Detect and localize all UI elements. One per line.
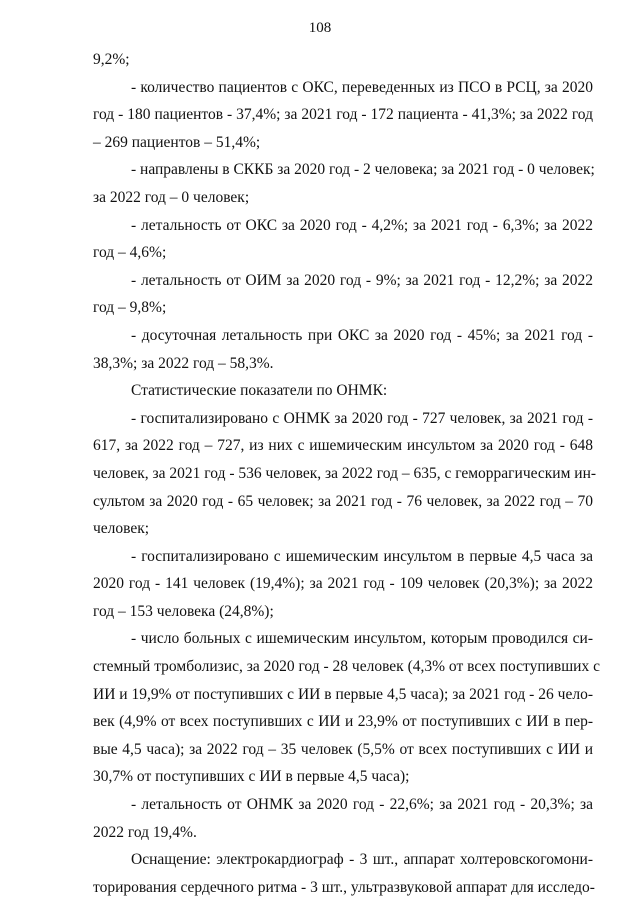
text-line: торирования сердечного ритма - 3 шт., ультразвуковой аппарат для исследо-	[93, 878, 595, 896]
text-line: год – 9,8%;	[93, 299, 167, 317]
paragraph	[93, 156, 593, 211]
document-body	[93, 46, 600, 901]
text-line: - число больных с ишемическим инсультом, которым проводился си-	[131, 630, 593, 648]
paragraph	[93, 46, 593, 74]
paragraph	[93, 74, 593, 157]
text-line: - госпитализировано с ОНМК за 2020 год - 727 человек, за 2021 год -	[131, 409, 593, 427]
page-number: 108	[308, 20, 332, 36]
paragraph	[93, 543, 593, 626]
text-line: - летальность от ОНМК за 2020 год - 22,6%; за 2021 год - 20,3%; за	[131, 796, 593, 814]
text-line: человек;	[93, 520, 150, 538]
paragraph	[93, 405, 597, 543]
text-line: за 2022 год – 0 человек;	[93, 188, 250, 206]
text-line: вые 4,5 часа); за 2022 год – 35 человек (5,5% от всех поступивших с ИИ и	[93, 740, 593, 758]
paragraph	[93, 322, 593, 377]
text-line: год – 153 человека (24,8%);	[93, 602, 274, 620]
text-line: стемный тромболизис, за 2020 год - 28 человек (4,3% от всех поступивших с	[93, 658, 600, 676]
text-line: год – 4,6%;	[93, 244, 167, 262]
paragraph	[93, 377, 593, 405]
text-line: – 269 пациентов – 51,4%;	[93, 133, 261, 151]
paragraph	[93, 846, 593, 901]
text-line: - досуточная летальность при ОКС за 2020 год - 45%; за 2021 год -	[131, 326, 593, 344]
paragraph	[93, 267, 593, 322]
text-line: - количество пациентов с ОКС, переведенных из ПСО в РСЦ, за 2020	[131, 78, 593, 96]
text-line: сультом за 2020 год - 65 человек; за 2021 год - 76 человек, за 2022 год – 70	[93, 492, 593, 510]
text-line: человек, за 2021 год - 536 человек, за 2022 год – 635, с геморрагическим ин-	[93, 464, 597, 482]
text-line: 2022 год 19,4%.	[93, 823, 197, 841]
paragraph	[93, 625, 600, 791]
text-line: - госпитализировано с ишемическим инсультом в первые 4,5 часа за	[131, 547, 593, 565]
text-line: 30,7% от поступивших с ИИ в первые 4,5 часа);	[93, 768, 410, 786]
paragraph	[93, 212, 593, 267]
text-line: 2020 год - 141 человек (19,4%); за 2021 год - 109 человек (20,3%); за 2022	[93, 575, 593, 593]
text-line: - летальность от ОКС за 2020 год - 4,2%; за 2021 год - 6,3%; за 2022	[131, 216, 593, 234]
text-line: - направлены в СККБ за 2020 год - 2 человека; за 2021 год - 0 человек;	[131, 161, 595, 179]
text-line: 38,3%; за 2022 год – 58,3%.	[93, 354, 274, 372]
text-line: - летальность от ОИМ за 2020 год - 9%; за 2021 год - 12,2%; за 2022	[131, 271, 593, 289]
text-line: год - 180 пациентов - 37,4%; за 2021 год - 172 пациента - 41,3%; за 2022 год	[93, 106, 593, 124]
text-line: Оснащение: электрокардиограф - 3 шт., аппарат холтеровскогомони-	[131, 851, 593, 869]
text-line: 617, за 2022 год – 727, из них с ишемическим инсультом за 2020 год - 648	[93, 437, 593, 455]
text-line: 9,2%;	[93, 51, 130, 68]
text-line: век (4,9% от всех поступивших с ИИ и 23,9% от поступивших с ИИ в пер-	[93, 713, 593, 731]
text-line: Статистические показатели по ОНМК:	[131, 382, 388, 400]
paragraph	[93, 791, 593, 846]
text-line: ИИ и 19,9% от поступивших с ИИ в первые 4,5 часа); за 2021 год - 26 чело-	[93, 685, 593, 703]
